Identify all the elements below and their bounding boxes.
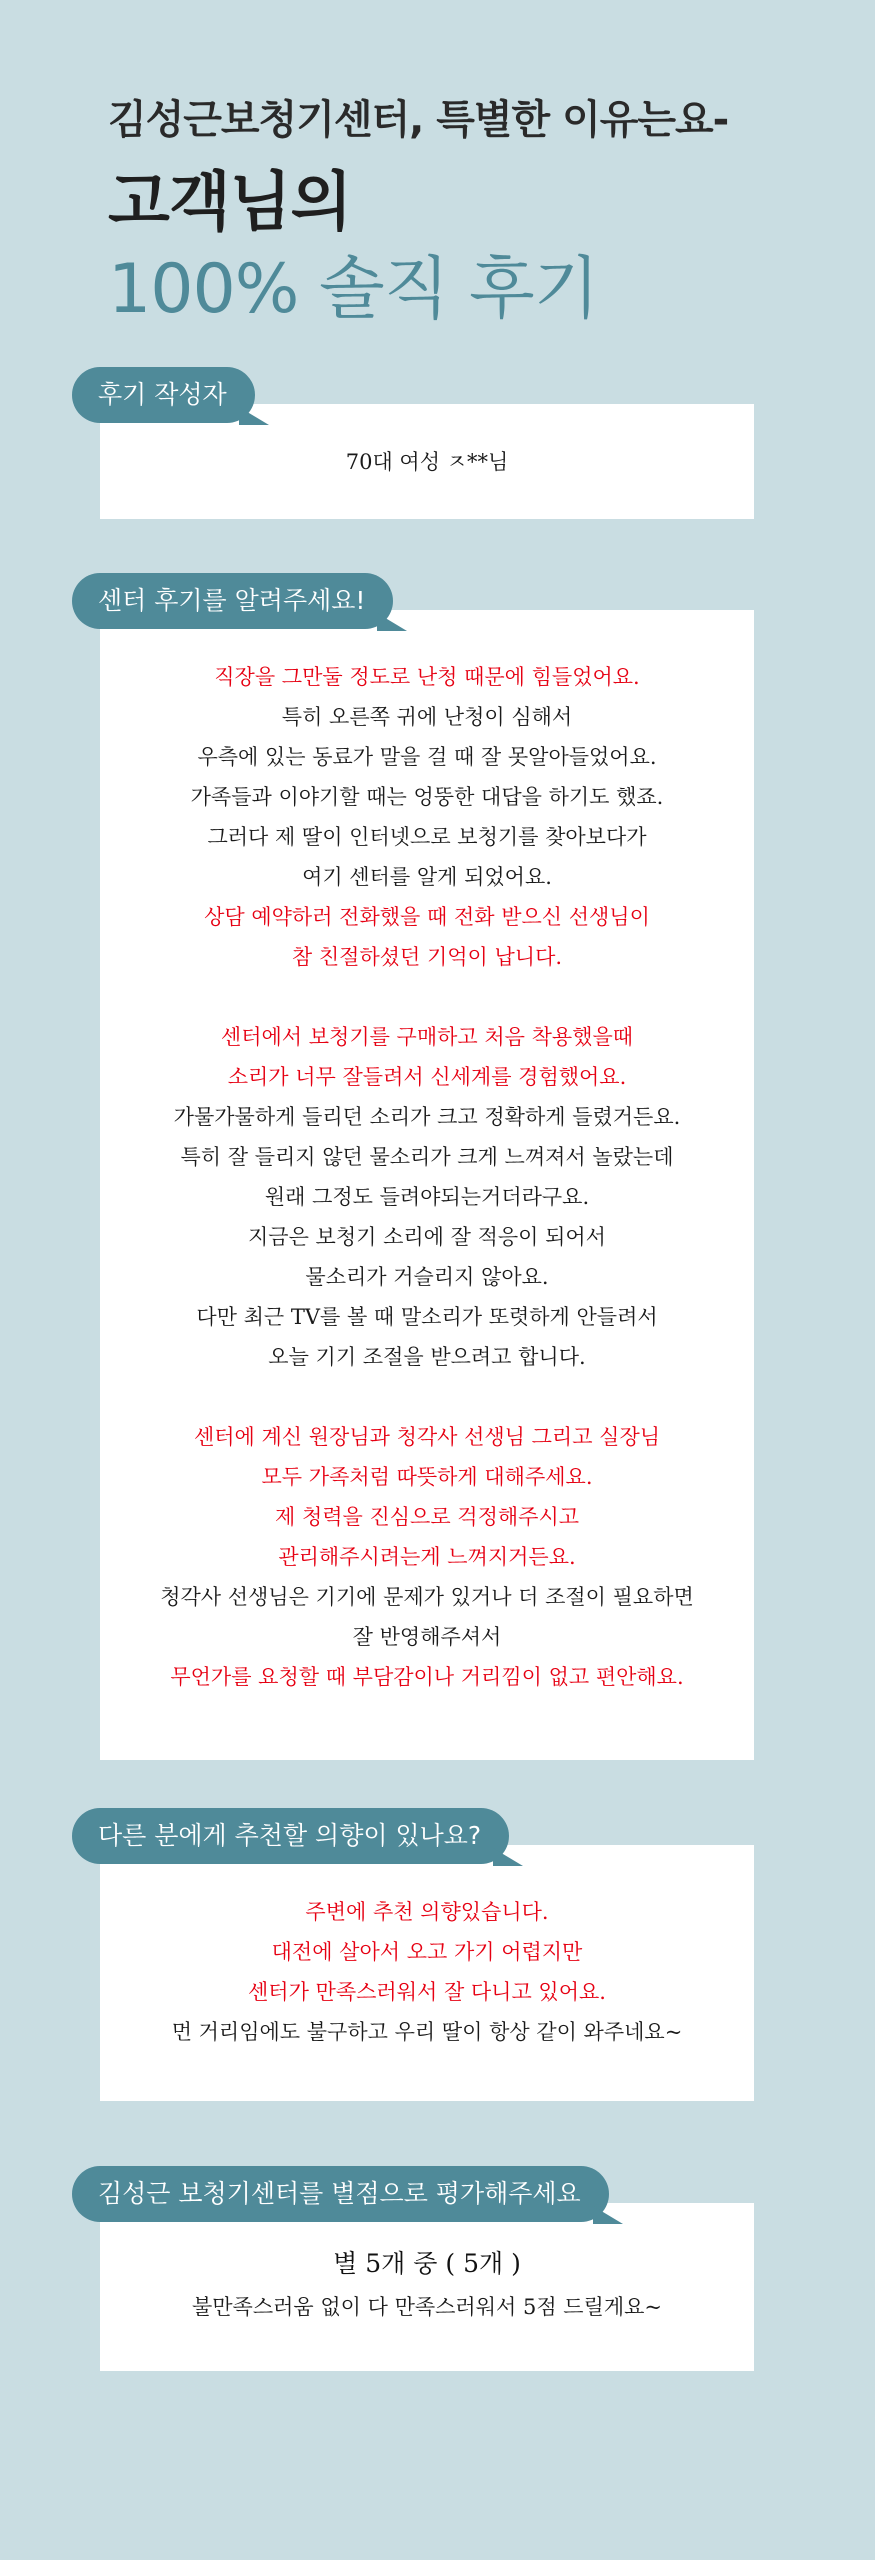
review-line: 제 청력을 진심으로 걱정해주시고 bbox=[274, 1505, 580, 1529]
review-line: 여기 센터를 알게 되었어요. bbox=[302, 865, 552, 889]
rating-card bbox=[100, 2203, 754, 2371]
recommend-line: 센터가 만족스러워서 잘 다니고 있어요. bbox=[248, 1980, 606, 2004]
page-header bbox=[108, 95, 788, 331]
review-line: 오늘 기기 조절을 받으려고 합니다. bbox=[268, 1345, 586, 1369]
review-section bbox=[72, 573, 754, 1760]
review-line: 소리가 너무 잘들려서 신세계를 경험했어요. bbox=[227, 1065, 627, 1089]
review-line: 관리해주시려는게 느껴지거든요. bbox=[278, 1545, 576, 1569]
recommend-line: 대전에 살아서 오고 가기 어렵지만 bbox=[271, 1940, 583, 1964]
review-line bbox=[100, 977, 754, 1017]
author-tag: 후기 작성자 bbox=[72, 367, 255, 423]
review-line: 참 친절하셨던 기억이 납니다. bbox=[291, 945, 563, 969]
recommend-line: 먼 거리임에도 불구하고 우리 딸이 항상 같이 와주네요~ bbox=[171, 2020, 683, 2044]
header-kicker: 김성근보청기센터, 특별한 이유는요- bbox=[108, 97, 729, 143]
review-line: 물소리가 거슬리지 않아요. bbox=[305, 1265, 549, 1289]
review-line: 상담 예약하러 전화했을 때 전화 받으신 선생님이 bbox=[204, 905, 650, 929]
rating-section bbox=[72, 2166, 754, 2371]
review-line: 직장을 그만둘 정도로 난청 때문에 힘들었어요. bbox=[214, 665, 640, 689]
review-line: 지금은 보청기 소리에 잘 적응이 되어서 bbox=[248, 1225, 606, 1249]
review-line: 잘 반영해주셔서 bbox=[352, 1625, 502, 1649]
review-line: 청각사 선생님은 기기에 문제가 있거나 더 조절이 필요하면 bbox=[160, 1585, 694, 1609]
review-card bbox=[100, 610, 754, 1760]
page-subtitle: 100% 솔직 후기 bbox=[108, 250, 599, 329]
review-line: 특히 잘 들리지 않던 물소리가 크게 느껴져서 놀랐는데 bbox=[180, 1145, 674, 1169]
review-line: 가물가물하게 들리던 소리가 크고 정확하게 들렸거든요. bbox=[173, 1105, 681, 1129]
page-title: 고객님의 bbox=[108, 166, 352, 240]
review-line: 원래 그정도 들려야되는거더라구요. bbox=[264, 1185, 590, 1209]
review-line: 우측에 있는 동료가 말을 걸 때 잘 못알아들었어요. bbox=[197, 745, 657, 769]
review-line bbox=[100, 1377, 754, 1417]
review-line: 가족들과 이야기할 때는 엉뚱한 대답을 하기도 했죠. bbox=[190, 785, 664, 809]
review-tag: 센터 후기를 알려주세요! bbox=[72, 573, 393, 629]
review-line: 그러다 제 딸이 인터넷으로 보청기를 찾아보다가 bbox=[207, 825, 647, 849]
rating-comment: 불만족스러움 없이 다 만족스러워서 5점 드릴게요~ bbox=[191, 2295, 663, 2319]
author-section bbox=[72, 367, 754, 519]
review-line: 모두 가족처럼 따뜻하게 대해주세요. bbox=[261, 1465, 593, 1489]
review-line: 특히 오른쪽 귀에 난청이 심해서 bbox=[281, 705, 573, 729]
rating-tag: 김성근 보청기센터를 별점으로 평가해주세요 bbox=[72, 2166, 609, 2222]
review-line: 무언가를 요청할 때 부담감이나 거리낌이 없고 편안해요. bbox=[170, 1665, 684, 1689]
recommend-card bbox=[100, 1845, 754, 2101]
recommend-section bbox=[72, 1808, 754, 2101]
recommend-line: 주변에 추천 의향있습니다. bbox=[305, 1900, 549, 1924]
review-line: 센터에서 보청기를 구매하고 처음 착용했을때 bbox=[220, 1025, 634, 1049]
author-value: 70대 여성 ㅈ**님 bbox=[345, 450, 509, 474]
review-line: 센터에 계신 원장님과 청각사 선생님 그리고 실장님 bbox=[193, 1425, 661, 1449]
star-rating: 별 5개 중 ( 5개 ) bbox=[333, 2249, 521, 2278]
recommend-tag: 다른 분에게 추천할 의향이 있나요? bbox=[72, 1808, 509, 1864]
review-line: 다만 최근 TV를 볼 때 말소리가 또렷하게 안들려서 bbox=[196, 1305, 658, 1329]
